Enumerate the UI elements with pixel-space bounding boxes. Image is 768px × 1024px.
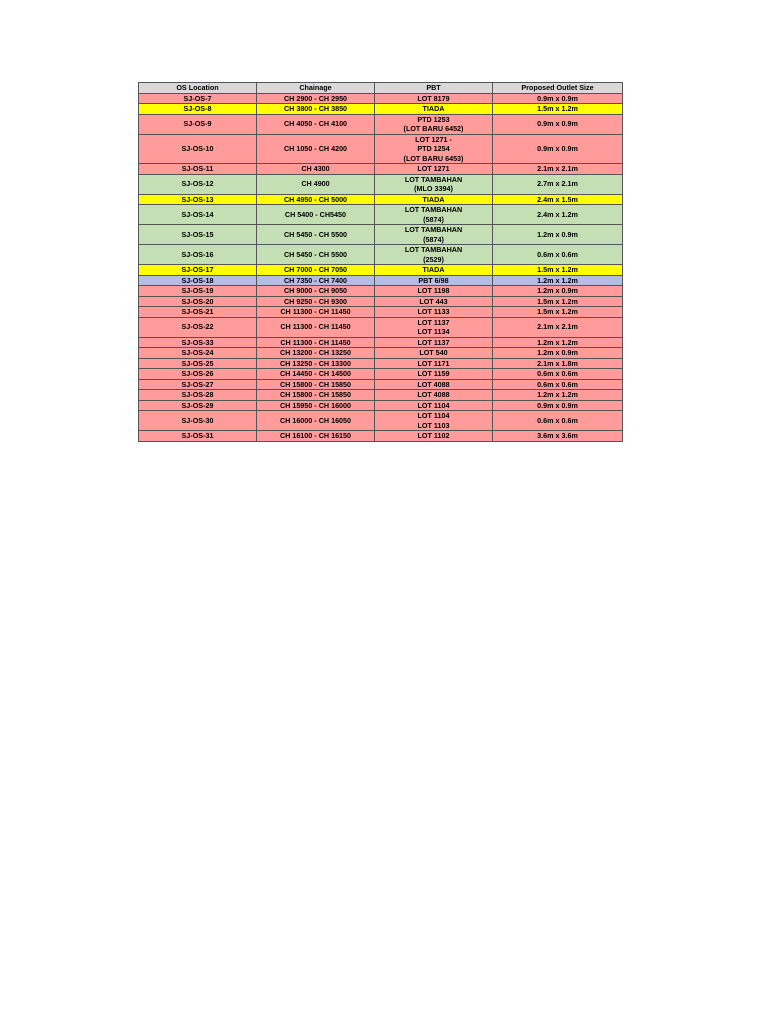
os-location-cell [139, 114, 257, 134]
cell-text-line: CH 9000 - CH 9050 [283, 286, 348, 295]
chainage-cell [257, 205, 375, 225]
cell-text-line: SJ-OS-10 [181, 144, 214, 153]
cell-text-line: LOT 4088 [417, 379, 450, 389]
table-row [139, 379, 623, 390]
cell-text-line: LOT 1104 [417, 411, 450, 420]
table-row [139, 174, 623, 194]
pbt-cell [375, 205, 493, 225]
pbt-cell [375, 348, 493, 359]
cell-text-line: LOT 1271 - [415, 134, 452, 144]
cell-text-line: PBT 6/98 [418, 275, 449, 285]
table-row [139, 265, 623, 276]
os-location-cell [139, 317, 257, 337]
cell-text-line: CH 16000 - CH 16050 [279, 415, 352, 425]
cell-text-line: SJ-OS-25 [181, 358, 214, 368]
cell-text-line: SJ-OS-21 [181, 307, 214, 316]
table-row [139, 194, 623, 205]
cell-text-line: CH 7350 - CH 7400 [283, 275, 348, 285]
os-location-cell [139, 379, 257, 390]
outlet-size-cell [493, 265, 623, 276]
cell-text-line: 0.9m x 0.9m [537, 93, 578, 103]
table-row [139, 134, 623, 164]
table-row [139, 93, 623, 104]
cell-text-line: SJ-OS-24 [181, 348, 214, 357]
cell-text-line: TIADA [422, 265, 445, 274]
table-row [139, 390, 623, 401]
os-location-cell [139, 104, 257, 115]
chainage-cell [257, 93, 375, 104]
cell-text-line: LOT 1271 [417, 164, 450, 173]
column-header-proposed-outlet-size: Proposed Outlet Size [493, 83, 623, 94]
cell-text-line: CH 14450 - CH 14500 [279, 369, 352, 378]
table-row [139, 104, 623, 115]
table-row [139, 411, 623, 431]
os-location-cell [139, 286, 257, 297]
outlet-size-cell [493, 358, 623, 369]
os-location-cell [139, 296, 257, 307]
cell-text-line: 0.9m x 0.9m [537, 119, 578, 129]
pbt-cell [375, 358, 493, 369]
cell-text-line: SJ-OS-20 [181, 296, 214, 306]
os-location-cell [139, 431, 257, 442]
cell-text-line: SJ-OS-15 [181, 229, 214, 239]
cell-text-line: 1.2m x 0.9m [537, 348, 578, 357]
table-row [139, 348, 623, 359]
outlet-size-cell [493, 225, 623, 245]
pbt-cell [375, 379, 493, 390]
cell-text-line: 2.1m x 2.1m [537, 322, 578, 332]
cell-text-line: SJ-OS-14 [181, 209, 214, 219]
cell-text-line: CH 4050 - CH 4100 [283, 119, 348, 129]
pbt-cell [375, 194, 493, 205]
outlet-size-cell [493, 296, 623, 307]
chainage-cell [257, 174, 375, 194]
outlet-size-cell [493, 134, 623, 164]
cell-text-line: 0.9m x 0.9m [537, 400, 578, 410]
chainage-cell [257, 275, 375, 286]
pbt-cell [375, 286, 493, 297]
pbt-cell [375, 93, 493, 104]
os-location-cell [139, 93, 257, 104]
cell-text-line: LOT 1171 [417, 358, 450, 368]
chainage-cell [257, 245, 375, 265]
chainage-cell [257, 337, 375, 348]
cell-text-line: LOT 1104 [417, 400, 450, 410]
cell-text-line: 1.5m x 1.2m [537, 104, 578, 113]
chainage-cell [257, 296, 375, 307]
pbt-cell [375, 265, 493, 276]
cell-text-line: CH 11300 - CH 11450 [280, 337, 351, 347]
column-header-chainage: Chainage [257, 83, 375, 94]
table-row [139, 337, 623, 348]
chainage-cell [257, 400, 375, 411]
os-location-cell [139, 205, 257, 225]
pbt-cell [375, 431, 493, 442]
outlet-size-cell [493, 431, 623, 442]
cell-text-line: CH 16100 - CH 16150 [279, 431, 352, 440]
cell-text-line: SJ-OS-11 [181, 164, 214, 173]
cell-text-line: CH 5450 - CH 5500 [283, 229, 348, 239]
cell-text-line: SJ-OS-7 [183, 93, 212, 103]
column-header-os-location: OS Location [139, 83, 257, 94]
table-row [139, 307, 623, 318]
outlet-size-cell [493, 286, 623, 297]
pbt-cell [375, 400, 493, 411]
cell-text-line: 2.4m x 1.5m [537, 194, 578, 204]
cell-text-line: LOT 1134 [417, 327, 450, 336]
cell-text-line: CH 5450 - CH 5500 [283, 249, 348, 259]
chainage-cell [257, 286, 375, 297]
os-location-cell [139, 225, 257, 245]
cell-text-line: CH 4900 [301, 179, 330, 189]
table-row [139, 369, 623, 380]
cell-text-line: 3.6m x 3.6m [537, 431, 578, 440]
cell-text-line: 0.6m x 0.6m [537, 379, 578, 389]
cell-text-line: LOT 1137 [417, 317, 450, 327]
os-location-cell [139, 369, 257, 380]
cell-text-line: LOT 1133 [417, 307, 450, 316]
os-location-cell [139, 265, 257, 276]
pbt-cell [375, 317, 493, 337]
outlet-size-cell [493, 411, 623, 431]
table-body [139, 93, 623, 441]
table-row [139, 400, 623, 411]
cell-text-line: 1.2m x 1.2m [537, 390, 578, 399]
os-location-cell [139, 245, 257, 265]
cell-text-line: LOT 443 [419, 296, 448, 306]
table-row [139, 245, 623, 265]
cell-text-line: CH 13250 - CH 13300 [279, 358, 352, 368]
pbt-cell [375, 134, 493, 164]
outlet-size-cell [493, 194, 623, 205]
os-location-cell [139, 411, 257, 431]
chainage-cell [257, 431, 375, 442]
outlet-size-cell [493, 390, 623, 401]
cell-text-line: CH 4950 - CH 5000 [283, 194, 348, 204]
table-row [139, 286, 623, 297]
cell-text-line: LOT TAMBAHAN [404, 174, 463, 184]
cell-text-line: CH 7000 - CH 7050 [283, 265, 348, 274]
column-header-pbt: PBT [375, 83, 493, 94]
cell-text-line: 0.6m x 0.6m [537, 249, 578, 259]
outlet-size-cell [493, 379, 623, 390]
os-location-cell [139, 275, 257, 286]
cell-text-line: 1.2m x 0.9m [537, 286, 578, 295]
outlet-size-cell [493, 174, 623, 194]
cell-text-line: PTD 1254 [417, 144, 450, 153]
cell-text-line: LOT 1198 [417, 286, 450, 295]
chainage-cell [257, 348, 375, 359]
cell-text-line: LOT 8179 [417, 93, 450, 103]
outlet-size-cell [493, 317, 623, 337]
cell-text-line: 1.2m x 1.2m [537, 275, 578, 285]
cell-text-line: LOT 1103 [417, 420, 450, 430]
cell-text-line: SJ-OS-9 [183, 119, 212, 129]
outlet-schedule-table [138, 82, 623, 442]
table-row [139, 431, 623, 442]
cell-text-line: (5874) [423, 234, 444, 244]
cell-text-line: (LOT BARU 6452) [403, 124, 464, 133]
chainage-cell [257, 379, 375, 390]
cell-text-line: SJ-OS-19 [181, 286, 214, 295]
cell-text-line: (2529) [423, 254, 444, 264]
cell-text-line: 1.5m x 1.2m [537, 296, 578, 306]
cell-text-line: LOT 4088 [417, 390, 450, 399]
cell-text-line: SJ-OS-31 [181, 431, 214, 440]
os-location-cell [139, 400, 257, 411]
outlet-size-cell [493, 164, 623, 175]
cell-text-line: CH 13200 - CH 13250 [279, 348, 352, 357]
cell-text-line: PTD 1253 [417, 114, 450, 124]
cell-text-line: SJ-OS-12 [181, 179, 214, 189]
os-location-cell [139, 194, 257, 205]
chainage-cell [257, 265, 375, 276]
outlet-size-cell [493, 205, 623, 225]
pbt-cell [375, 104, 493, 115]
chainage-cell [257, 390, 375, 401]
outlet-size-cell [493, 114, 623, 134]
cell-text-line: 1.5m x 1.2m [537, 265, 578, 274]
outlet-size-cell [493, 348, 623, 359]
cell-text-line: 1.5m x 1.2m [537, 307, 578, 316]
cell-text-line: (LOT BARU 6453) [403, 153, 464, 163]
pbt-cell [375, 114, 493, 134]
cell-text-line: 2.4m x 1.2m [537, 209, 578, 219]
cell-text-line: CH 2900 - CH 2950 [283, 93, 348, 103]
cell-text-line: TIADA [422, 194, 445, 204]
cell-text-line: LOT 1137 [417, 337, 450, 347]
pbt-cell [375, 307, 493, 318]
cell-text-line: LOT TAMBAHAN [404, 205, 463, 214]
chainage-cell [257, 134, 375, 164]
table-row [139, 275, 623, 286]
pbt-cell [375, 369, 493, 380]
cell-text-line: SJ-OS-29 [181, 400, 214, 410]
pbt-cell [375, 245, 493, 265]
chainage-cell [257, 307, 375, 318]
cell-text-line: TIADA [422, 104, 445, 113]
chainage-cell [257, 358, 375, 369]
cell-text-line: CH 1050 - CH 4200 [283, 144, 348, 153]
outlet-size-cell [493, 245, 623, 265]
chainage-cell [257, 411, 375, 431]
table-row [139, 358, 623, 369]
chainage-cell [257, 317, 375, 337]
cell-text-line: LOT 1159 [417, 369, 450, 378]
chainage-cell [257, 164, 375, 175]
chainage-cell [257, 225, 375, 245]
os-location-cell [139, 337, 257, 348]
os-location-cell [139, 164, 257, 175]
cell-text-line: CH 4300 [301, 164, 330, 173]
cell-text-line: 2.1m x 1.8m [537, 358, 578, 368]
cell-text-line: CH 15800 - CH 15850 [279, 390, 352, 399]
cell-text-line: 1.2m x 1.2m [537, 337, 578, 347]
table-row [139, 205, 623, 225]
cell-text-line: LOT 1102 [417, 431, 450, 440]
table-row [139, 164, 623, 175]
cell-text-line: CH 5400 - CH5450 [284, 209, 347, 219]
cell-text-line: 2.7m x 2.1m [537, 179, 578, 189]
cell-text-line: CH 15950 - CH 16000 [279, 400, 352, 410]
outlet-size-cell [493, 400, 623, 411]
os-location-cell [139, 134, 257, 164]
chainage-cell [257, 104, 375, 115]
cell-text-line: 0.6m x 0.6m [537, 415, 578, 425]
pbt-cell [375, 164, 493, 175]
outlet-size-cell [493, 275, 623, 286]
cell-text-line: LOT TAMBAHAN [404, 225, 463, 234]
outlet-size-cell [493, 93, 623, 104]
cell-text-line: CH 9250 - CH 9300 [283, 296, 348, 306]
cell-text-line: SJ-OS-22 [181, 322, 214, 332]
os-location-cell [139, 348, 257, 359]
cell-text-line: SJ-OS-28 [181, 390, 214, 399]
pbt-cell [375, 225, 493, 245]
os-location-cell [139, 174, 257, 194]
cell-text-line: CH 11300 - CH 11450 [280, 307, 351, 316]
chainage-cell [257, 369, 375, 380]
cell-text-line: SJ-OS-30 [181, 415, 214, 425]
table-row [139, 114, 623, 134]
chainage-cell [257, 194, 375, 205]
cell-text-line: SJ-OS-33 [181, 337, 214, 347]
cell-text-line: LOT 540 [419, 348, 448, 357]
pbt-cell [375, 337, 493, 348]
cell-text-line: CH 11300 - CH 11450 [280, 322, 351, 332]
cell-text-line: SJ-OS-26 [181, 369, 214, 378]
os-location-cell [139, 307, 257, 318]
cell-text-line: SJ-OS-8 [183, 104, 212, 113]
outlet-size-cell [493, 104, 623, 115]
pbt-cell [375, 411, 493, 431]
pbt-cell [375, 275, 493, 286]
chainage-cell [257, 114, 375, 134]
cell-text-line: SJ-OS-16 [181, 249, 214, 259]
table-header-row [139, 83, 623, 94]
outlet-size-cell [493, 337, 623, 348]
cell-text-line: CH 3800 - CH 3850 [283, 104, 348, 113]
cell-text-line: 0.6m x 0.6m [537, 369, 578, 378]
cell-text-line: SJ-OS-17 [181, 265, 214, 274]
table-row [139, 296, 623, 307]
cell-text-line: 0.9m x 0.9m [537, 144, 578, 153]
cell-text-line: (5874) [423, 214, 444, 224]
cell-text-line: (MLO 3394) [414, 184, 453, 193]
os-location-cell [139, 390, 257, 401]
outlet-size-cell [493, 369, 623, 380]
cell-text-line: SJ-OS-18 [181, 275, 214, 285]
cell-text-line: SJ-OS-27 [181, 379, 214, 389]
cell-text-line: CH 15800 - CH 15850 [279, 379, 352, 389]
os-location-cell [139, 358, 257, 369]
cell-text-line: 1.2m x 0.9m [537, 229, 578, 239]
outlet-size-cell [493, 307, 623, 318]
cell-text-line: SJ-OS-13 [181, 194, 214, 204]
table-row [139, 317, 623, 337]
pbt-cell [375, 174, 493, 194]
table-row [139, 225, 623, 245]
cell-text-line: LOT TAMBAHAN [404, 245, 463, 254]
pbt-cell [375, 296, 493, 307]
cell-text-line: 2.1m x 2.1m [537, 164, 578, 173]
pbt-cell [375, 390, 493, 401]
